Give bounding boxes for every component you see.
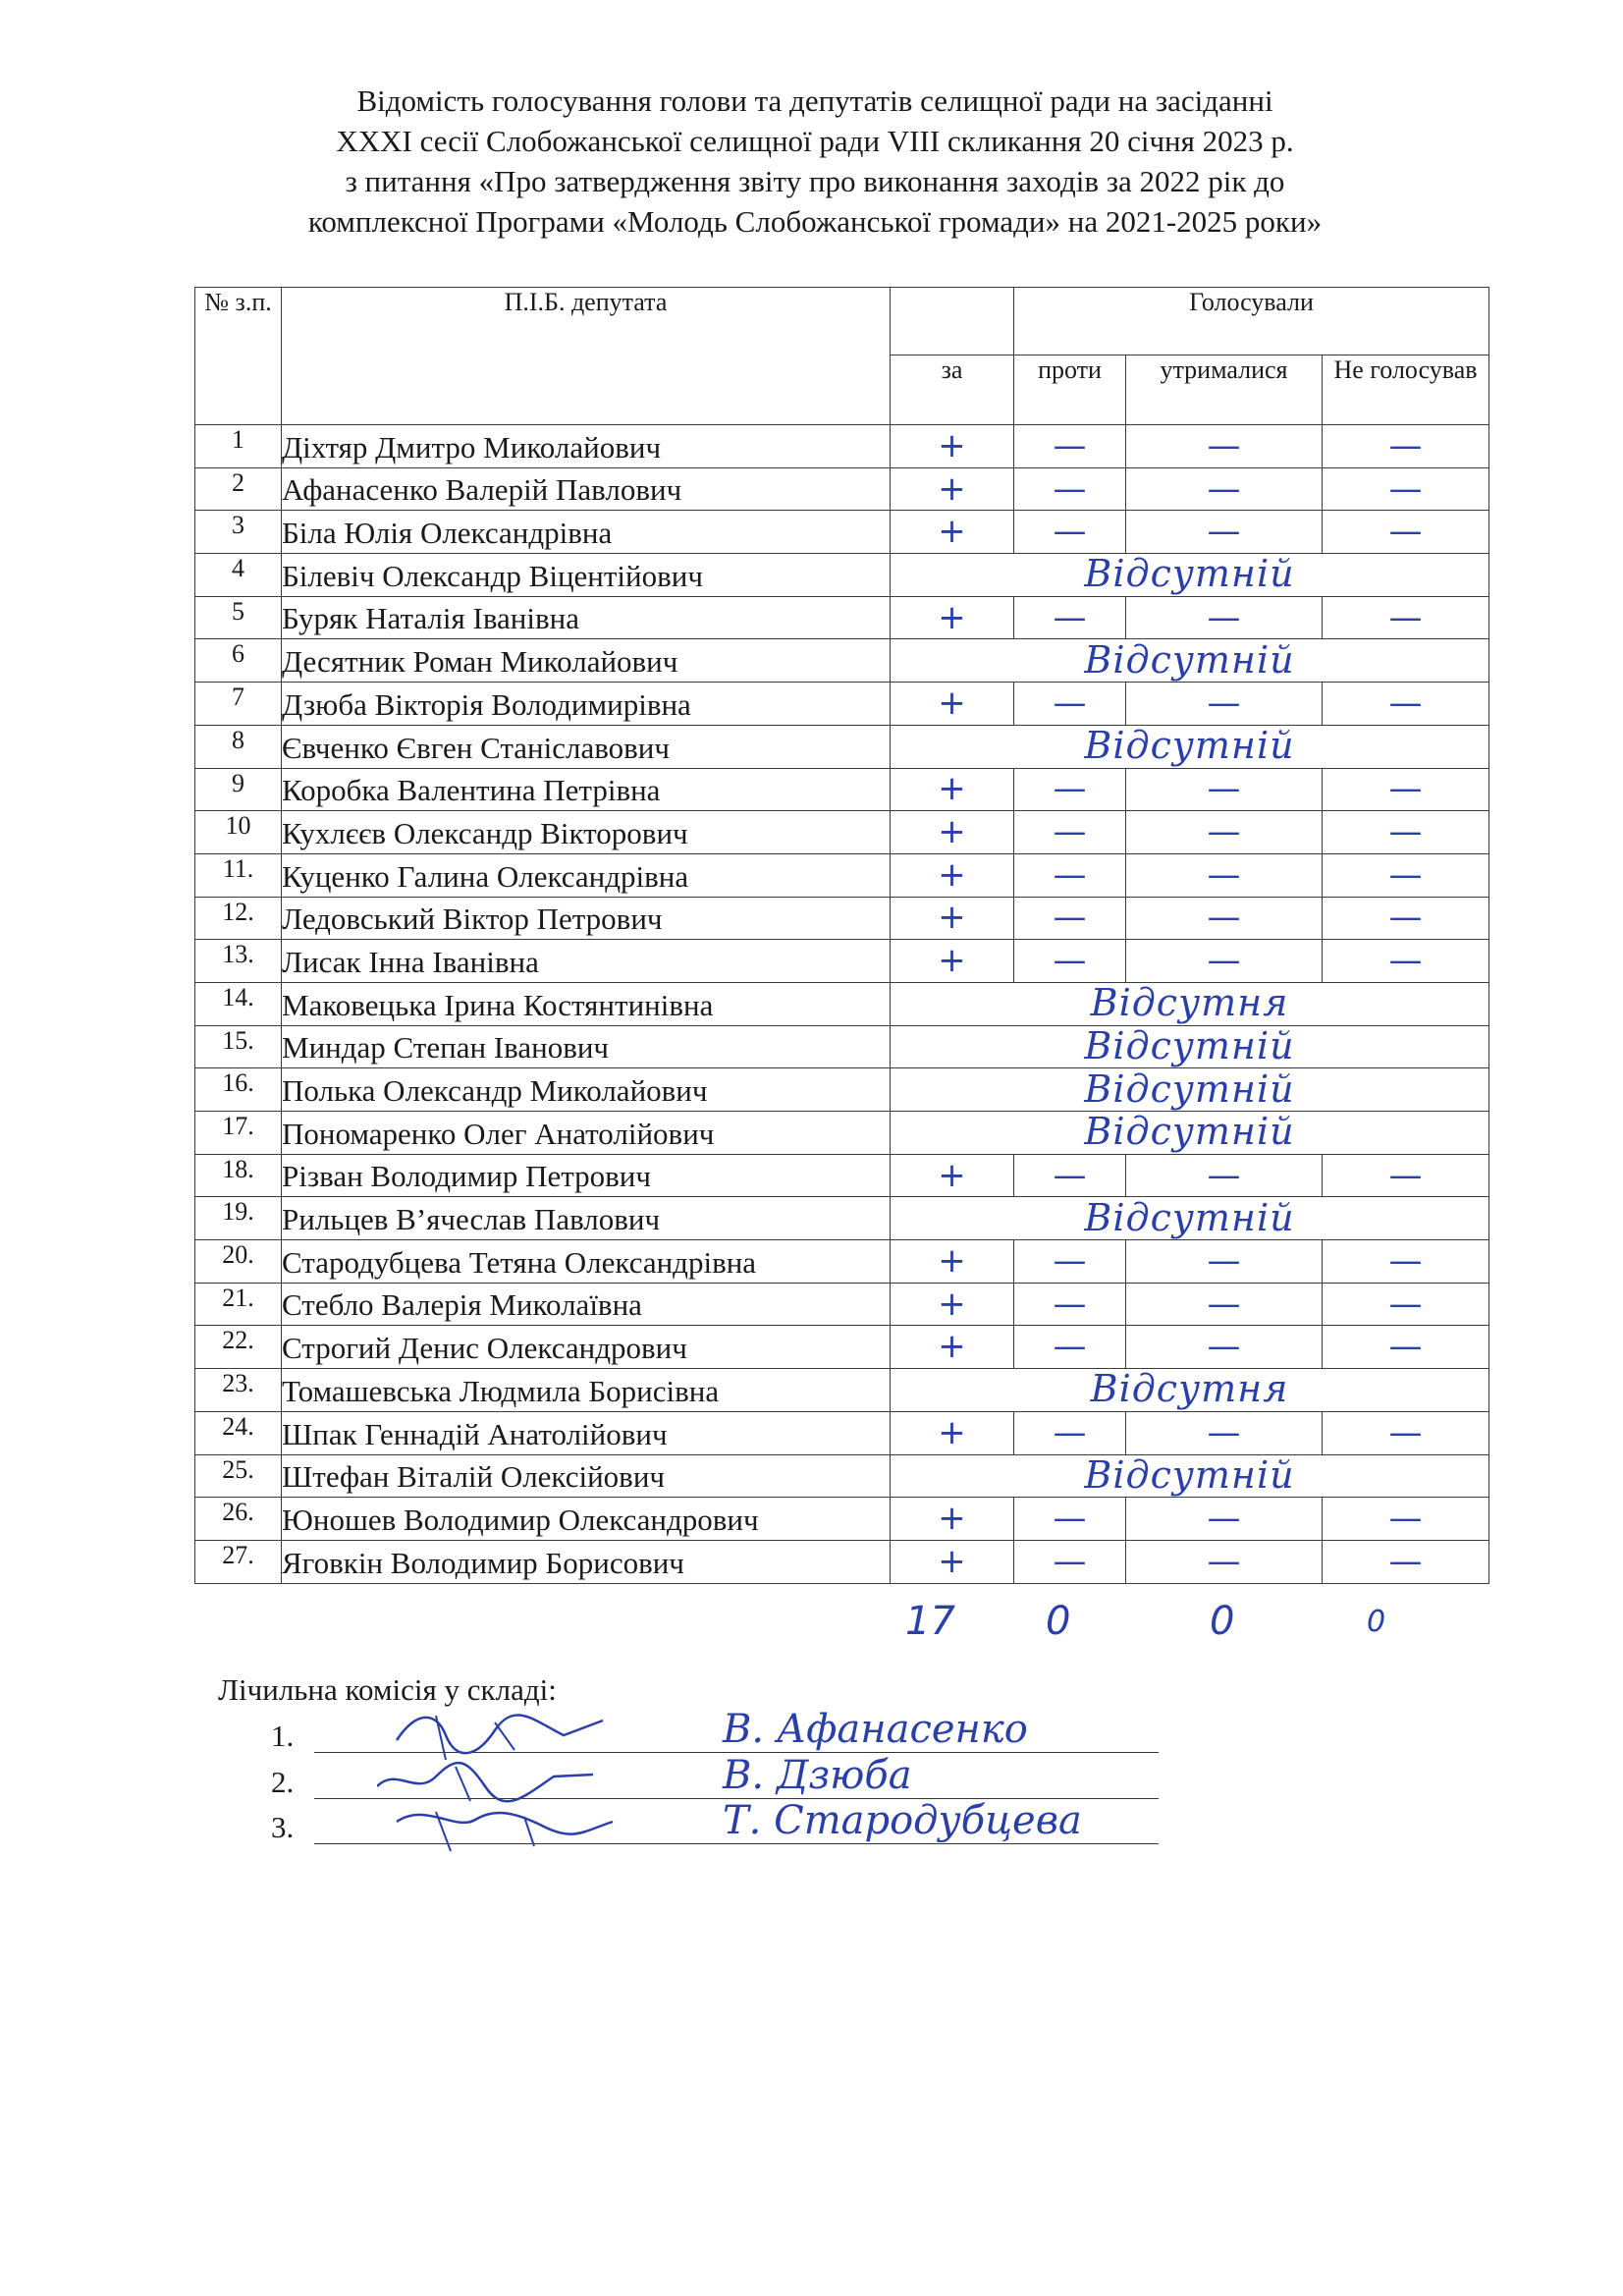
deputy-name: Стебло Валерія Миколаївна	[282, 1283, 891, 1326]
vote-utrymalysia	[1126, 596, 1323, 639]
table-row	[195, 982, 1489, 1025]
vote-za-mark: +	[938, 597, 966, 637]
vote-ne-holosuvav	[1323, 1498, 1489, 1541]
header-proty: проти	[1014, 355, 1126, 425]
total-utrymalysia: 0	[1210, 1599, 1235, 1644]
vote-utrymalysia	[1126, 1240, 1323, 1284]
vote-za	[891, 1154, 1014, 1197]
vote-ne-holosuvav	[1323, 1240, 1489, 1284]
vote-utrymalysia	[1126, 853, 1323, 897]
vote-proty-mark: —	[1053, 1240, 1087, 1281]
vote-proty-mark: —	[1053, 468, 1087, 509]
table-row	[195, 1025, 1489, 1068]
deputy-name: Яговкін Володимир Борисович	[282, 1540, 891, 1583]
vote-za-mark: +	[938, 512, 966, 552]
vote-za-mark: +	[938, 769, 966, 809]
table-row	[195, 1240, 1489, 1284]
vote-utrymalysia	[1126, 1326, 1323, 1369]
vote-ne-holosuvav	[1323, 811, 1489, 854]
vote-proty-mark: —	[1053, 854, 1087, 895]
vote-proty	[1014, 1498, 1126, 1541]
deputy-name: Штефан Віталій Олексійович	[282, 1454, 891, 1498]
total-za: 17	[905, 1599, 955, 1644]
vote-utrymalysia-mark: —	[1207, 468, 1241, 509]
vote-utrymalysia	[1126, 683, 1323, 726]
vote-za-mark: +	[938, 1284, 966, 1324]
title-line: з питання «Про затвердження звіту про виконання заходів за 2022 рік до	[345, 164, 1285, 198]
header-za: за	[891, 355, 1014, 425]
deputy-name: Маковецька Ірина Костянтинівна	[282, 982, 891, 1025]
vote-proty-mark: —	[1053, 941, 1087, 981]
vote-ne-holosuvav	[1323, 425, 1489, 468]
vote-proty-mark: —	[1053, 683, 1087, 723]
row-number: 25.	[195, 1454, 282, 1498]
vote-za-mark: +	[938, 1155, 966, 1195]
row-number: 12.	[195, 897, 282, 940]
vote-proty	[1014, 425, 1126, 468]
vote-utrymalysia-mark: —	[1207, 683, 1241, 723]
absent-note	[891, 1197, 1489, 1240]
vote-proty	[1014, 596, 1126, 639]
document-title	[177, 81, 1453, 242]
table-row	[195, 725, 1489, 768]
vote-utrymalysia-mark: —	[1207, 512, 1241, 552]
vote-proty-mark: —	[1053, 425, 1087, 465]
signature-image	[377, 1792, 632, 1861]
vote-proty-mark: —	[1053, 512, 1087, 552]
member-number: 1.	[271, 1719, 295, 1753]
vote-proty-mark: —	[1053, 1327, 1087, 1367]
deputy-name: Томашевська Людмила Борисівна	[282, 1369, 891, 1412]
table-row	[195, 1154, 1489, 1197]
table-row	[195, 511, 1489, 554]
vote-proty	[1014, 811, 1126, 854]
row-number: 1	[195, 425, 282, 468]
table-row	[195, 811, 1489, 854]
vote-utrymalysia-mark: —	[1207, 1327, 1241, 1367]
deputy-name: Пономаренко Олег Анатолійович	[282, 1112, 891, 1155]
deputy-name: Юношев Володимир Олександрович	[282, 1498, 891, 1541]
vote-za	[891, 467, 1014, 511]
deputy-name: Стародубцева Тетяна Олександрівна	[282, 1240, 891, 1284]
table-row	[195, 683, 1489, 726]
vote-utrymalysia	[1126, 897, 1323, 940]
deputy-name: Шпак Геннадій Анатолійович	[282, 1411, 891, 1454]
table-row	[195, 1498, 1489, 1541]
row-number: 2	[195, 467, 282, 511]
vote-utrymalysia	[1126, 768, 1323, 811]
vote-proty-mark: —	[1053, 1284, 1087, 1324]
table-row	[195, 1411, 1489, 1454]
absent-text: Відсутній	[1084, 552, 1295, 596]
vote-ne-holosuvav-mark: —	[1388, 1327, 1423, 1367]
title-line: XXXI сесії Слобожанської селищної ради VIII скликання 20 січня 2023 р.	[336, 124, 1294, 158]
commission-member	[271, 1753, 912, 1800]
row-number: 19.	[195, 1197, 282, 1240]
vote-utrymalysia	[1126, 1411, 1323, 1454]
deputy-name: Кухлєєв Олександр Вікторович	[282, 811, 891, 854]
vote-za	[891, 1240, 1014, 1284]
vote-za-mark: +	[938, 812, 966, 852]
header-num: № з.п.	[195, 288, 282, 425]
vote-ne-holosuvav-mark: —	[1388, 898, 1423, 938]
vote-ne-holosuvav	[1323, 511, 1489, 554]
member-name: В. Дзюба	[723, 1753, 912, 1798]
row-number: 4	[195, 554, 282, 597]
absent-text: Відсутній	[1084, 724, 1295, 768]
row-number: 17.	[195, 1112, 282, 1155]
vote-ne-holosuvav	[1323, 1326, 1489, 1369]
vote-proty	[1014, 1411, 1126, 1454]
row-number: 7	[195, 683, 282, 726]
vote-utrymalysia-mark: —	[1207, 769, 1241, 809]
vote-za	[891, 940, 1014, 983]
vote-ne-holosuvav-mark: —	[1388, 769, 1423, 809]
vote-utrymalysia-mark: —	[1207, 1541, 1241, 1581]
vote-ne-holosuvav	[1323, 1540, 1489, 1583]
total-ne-holosuvav: 0	[1367, 1605, 1386, 1639]
vote-ne-holosuvav	[1323, 683, 1489, 726]
vote-za-mark: +	[938, 1412, 966, 1452]
vote-proty-mark: —	[1053, 1155, 1087, 1195]
absent-note	[891, 725, 1489, 768]
row-number: 20.	[195, 1240, 282, 1284]
vote-za	[891, 897, 1014, 940]
absent-text: Відсутній	[1084, 1452, 1295, 1497]
deputy-name: Євченко Євген Станіславович	[282, 725, 891, 768]
vote-za-mark: +	[938, 941, 966, 981]
deputy-name: Діхтяр Дмитро Миколайович	[282, 425, 891, 468]
vote-za-mark: +	[938, 854, 966, 895]
row-number: 3	[195, 511, 282, 554]
vote-ne-holosuvav	[1323, 467, 1489, 511]
commission-member	[271, 1798, 1082, 1845]
absent-text: Відсутній	[1084, 1066, 1295, 1111]
deputy-name: Ледовський Віктор Петрович	[282, 897, 891, 940]
vote-utrymalysia	[1126, 811, 1323, 854]
table-row	[195, 768, 1489, 811]
vote-ne-holosuvav-mark: —	[1388, 1499, 1423, 1539]
vote-ne-holosuvav-mark: —	[1388, 425, 1423, 465]
absent-text: Відсутня	[1090, 1367, 1289, 1411]
member-name: Т. Стародубцева	[723, 1798, 1082, 1843]
vote-proty-mark: —	[1053, 769, 1087, 809]
vote-utrymalysia-mark: —	[1207, 1499, 1241, 1539]
vote-za	[891, 683, 1014, 726]
vote-za-mark: +	[938, 425, 966, 465]
absent-text: Відсутній	[1084, 637, 1295, 682]
vote-za	[891, 1411, 1014, 1454]
header-blank	[891, 288, 1014, 355]
total-proty: 0	[1046, 1599, 1071, 1644]
vote-za	[891, 811, 1014, 854]
vote-utrymalysia-mark: —	[1207, 854, 1241, 895]
row-number: 5	[195, 596, 282, 639]
vote-proty	[1014, 683, 1126, 726]
title-line: Відомість голосування голови та депутатів селищної ради на засіданні	[356, 83, 1273, 118]
deputy-name: Рильцев В’ячеслав Павлович	[282, 1197, 891, 1240]
member-number: 2.	[271, 1765, 295, 1799]
row-number: 6	[195, 639, 282, 683]
row-number: 11.	[195, 853, 282, 897]
vote-utrymalysia	[1126, 467, 1323, 511]
table-row	[195, 1068, 1489, 1112]
vote-ne-holosuvav-mark: —	[1388, 468, 1423, 509]
row-number: 27.	[195, 1540, 282, 1583]
row-number: 26.	[195, 1498, 282, 1541]
vote-utrymalysia	[1126, 1154, 1323, 1197]
commission-label: Лічильна комісія у складі:	[218, 1672, 557, 1707]
vote-proty	[1014, 1154, 1126, 1197]
vote-za-mark: +	[938, 1541, 966, 1581]
vote-proty	[1014, 1540, 1126, 1583]
row-number: 8	[195, 725, 282, 768]
vote-za	[891, 596, 1014, 639]
deputy-name: Миндар Степан Іванович	[282, 1025, 891, 1068]
deputy-name: Біла Юлія Олександрівна	[282, 511, 891, 554]
vote-utrymalysia-mark: —	[1207, 941, 1241, 981]
table-row	[195, 940, 1489, 983]
vote-za	[891, 425, 1014, 468]
vote-utrymalysia	[1126, 1498, 1323, 1541]
vote-utrymalysia-mark: —	[1207, 425, 1241, 465]
absent-note	[891, 639, 1489, 683]
absent-text: Відсутня	[1090, 981, 1289, 1025]
row-number: 22.	[195, 1326, 282, 1369]
vote-proty	[1014, 1240, 1126, 1284]
table-row	[195, 596, 1489, 639]
table-row	[195, 897, 1489, 940]
vote-za	[891, 1540, 1014, 1583]
vote-za-mark: +	[938, 1240, 966, 1281]
vote-za	[891, 511, 1014, 554]
table-row	[195, 425, 1489, 468]
vote-ne-holosuvav	[1323, 596, 1489, 639]
vote-ne-holosuvav-mark: —	[1388, 1240, 1423, 1281]
table-row	[195, 1454, 1489, 1498]
row-number: 9	[195, 768, 282, 811]
deputy-name: Лисак Інна Іванівна	[282, 940, 891, 983]
vote-za-mark: +	[938, 898, 966, 938]
table-row	[195, 1540, 1489, 1583]
vote-za	[891, 1498, 1014, 1541]
vote-proty	[1014, 853, 1126, 897]
vote-proty	[1014, 1326, 1126, 1369]
vote-za	[891, 1283, 1014, 1326]
row-number: 13.	[195, 940, 282, 983]
vote-utrymalysia-mark: —	[1207, 898, 1241, 938]
row-number: 23.	[195, 1369, 282, 1412]
row-number: 24.	[195, 1411, 282, 1454]
deputy-name: Білевіч Олександр Віцентійович	[282, 554, 891, 597]
deputy-name: Десятник Роман Миколайович	[282, 639, 891, 683]
title-line: комплексної Програми «Молодь Слобожанської громади» на 2021-2025 роки»	[307, 204, 1323, 239]
vote-za-mark: +	[938, 1327, 966, 1367]
absent-note	[891, 1369, 1489, 1412]
vote-utrymalysia	[1126, 425, 1323, 468]
vote-ne-holosuvav-mark: —	[1388, 1155, 1423, 1195]
header-name: П.І.Б. депутата	[282, 288, 891, 425]
absent-note	[891, 1454, 1489, 1498]
vote-proty	[1014, 467, 1126, 511]
deputy-name: Афанасенко Валерій Павлович	[282, 467, 891, 511]
vote-ne-holosuvav-mark: —	[1388, 854, 1423, 895]
vote-ne-holosuvav-mark: —	[1388, 812, 1423, 852]
table-row	[195, 1326, 1489, 1369]
vote-ne-holosuvav-mark: —	[1388, 1412, 1423, 1452]
vote-utrymalysia-mark: —	[1207, 1240, 1241, 1281]
vote-utrymalysia	[1126, 511, 1323, 554]
table-row	[195, 467, 1489, 511]
vote-ne-holosuvav-mark: —	[1388, 1541, 1423, 1581]
vote-utrymalysia-mark: —	[1207, 597, 1241, 637]
vote-proty-mark: —	[1053, 1541, 1087, 1581]
table-row	[195, 1283, 1489, 1326]
vote-ne-holosuvav-mark: —	[1388, 597, 1423, 637]
absent-note	[891, 1025, 1489, 1068]
vote-utrymalysia-mark: —	[1207, 1155, 1241, 1195]
row-number: 21.	[195, 1283, 282, 1326]
vote-utrymalysia	[1126, 1540, 1323, 1583]
vote-utrymalysia	[1126, 1283, 1323, 1326]
vote-proty-mark: —	[1053, 898, 1087, 938]
commission-member	[271, 1707, 1028, 1754]
vote-proty-mark: —	[1053, 812, 1087, 852]
absent-text: Відсутній	[1084, 1023, 1295, 1067]
vote-ne-holosuvav	[1323, 1154, 1489, 1197]
deputy-name: Дзюба Вікторія Володимирівна	[282, 683, 891, 726]
header-voted: Голосували	[1014, 288, 1489, 355]
absent-text: Відсутній	[1084, 1195, 1295, 1239]
vote-ne-holosuvav	[1323, 940, 1489, 983]
header-ne-holosuvav: Не голосував	[1323, 355, 1489, 425]
vote-za-mark: +	[938, 468, 966, 509]
table-row	[195, 1369, 1489, 1412]
vote-proty-mark: —	[1053, 1412, 1087, 1452]
vote-za-mark: +	[938, 1499, 966, 1539]
row-number: 15.	[195, 1025, 282, 1068]
vote-utrymalysia-mark: —	[1207, 812, 1241, 852]
vote-za	[891, 853, 1014, 897]
deputy-name: Полька Олександр Миколайович	[282, 1068, 891, 1112]
table-row	[195, 639, 1489, 683]
absent-note	[891, 982, 1489, 1025]
deputy-name: Різван Володимир Петрович	[282, 1154, 891, 1197]
row-number: 16.	[195, 1068, 282, 1112]
vote-utrymalysia-mark: —	[1207, 1284, 1241, 1324]
deputy-name: Коробка Валентина Петрівна	[282, 768, 891, 811]
vote-za	[891, 768, 1014, 811]
vote-ne-holosuvav-mark: —	[1388, 683, 1423, 723]
vote-ne-holosuvav	[1323, 1283, 1489, 1326]
vote-proty	[1014, 897, 1126, 940]
row-number: 10	[195, 811, 282, 854]
absent-note	[891, 1068, 1489, 1112]
table-body	[195, 425, 1489, 1584]
row-number: 18.	[195, 1154, 282, 1197]
table-row	[195, 853, 1489, 897]
deputy-name: Куценко Галина Олександрівна	[282, 853, 891, 897]
vote-ne-holosuvav	[1323, 768, 1489, 811]
vote-proty	[1014, 1283, 1126, 1326]
vote-ne-holosuvav	[1323, 853, 1489, 897]
vote-proty	[1014, 511, 1126, 554]
vote-ne-holosuvav-mark: —	[1388, 941, 1423, 981]
vote-proty	[1014, 940, 1126, 983]
vote-proty-mark: —	[1053, 597, 1087, 637]
absent-note	[891, 1112, 1489, 1155]
vote-ne-holosuvav-mark: —	[1388, 1284, 1423, 1324]
table-row	[195, 554, 1489, 597]
vote-utrymalysia-mark: —	[1207, 1412, 1241, 1452]
vote-ne-holosuvav-mark: —	[1388, 512, 1423, 552]
voting-table	[194, 287, 1489, 1584]
absent-text: Відсутній	[1084, 1110, 1295, 1154]
member-name: В. Афанасенко	[723, 1707, 1028, 1752]
vote-ne-holosuvav	[1323, 1411, 1489, 1454]
vote-za-mark: +	[938, 683, 966, 723]
vote-utrymalysia	[1126, 940, 1323, 983]
deputy-name: Строгий Денис Олександрович	[282, 1326, 891, 1369]
table-row	[195, 1112, 1489, 1155]
vote-ne-holosuvav	[1323, 897, 1489, 940]
vote-za	[891, 1326, 1014, 1369]
vote-proty	[1014, 768, 1126, 811]
member-number: 3.	[271, 1810, 295, 1844]
header-utrymalysia: утрималися	[1126, 355, 1323, 425]
absent-note	[891, 554, 1489, 597]
table-row	[195, 1197, 1489, 1240]
deputy-name: Буряк Наталія Іванівна	[282, 596, 891, 639]
row-number: 14.	[195, 982, 282, 1025]
vote-proty-mark: —	[1053, 1499, 1087, 1539]
